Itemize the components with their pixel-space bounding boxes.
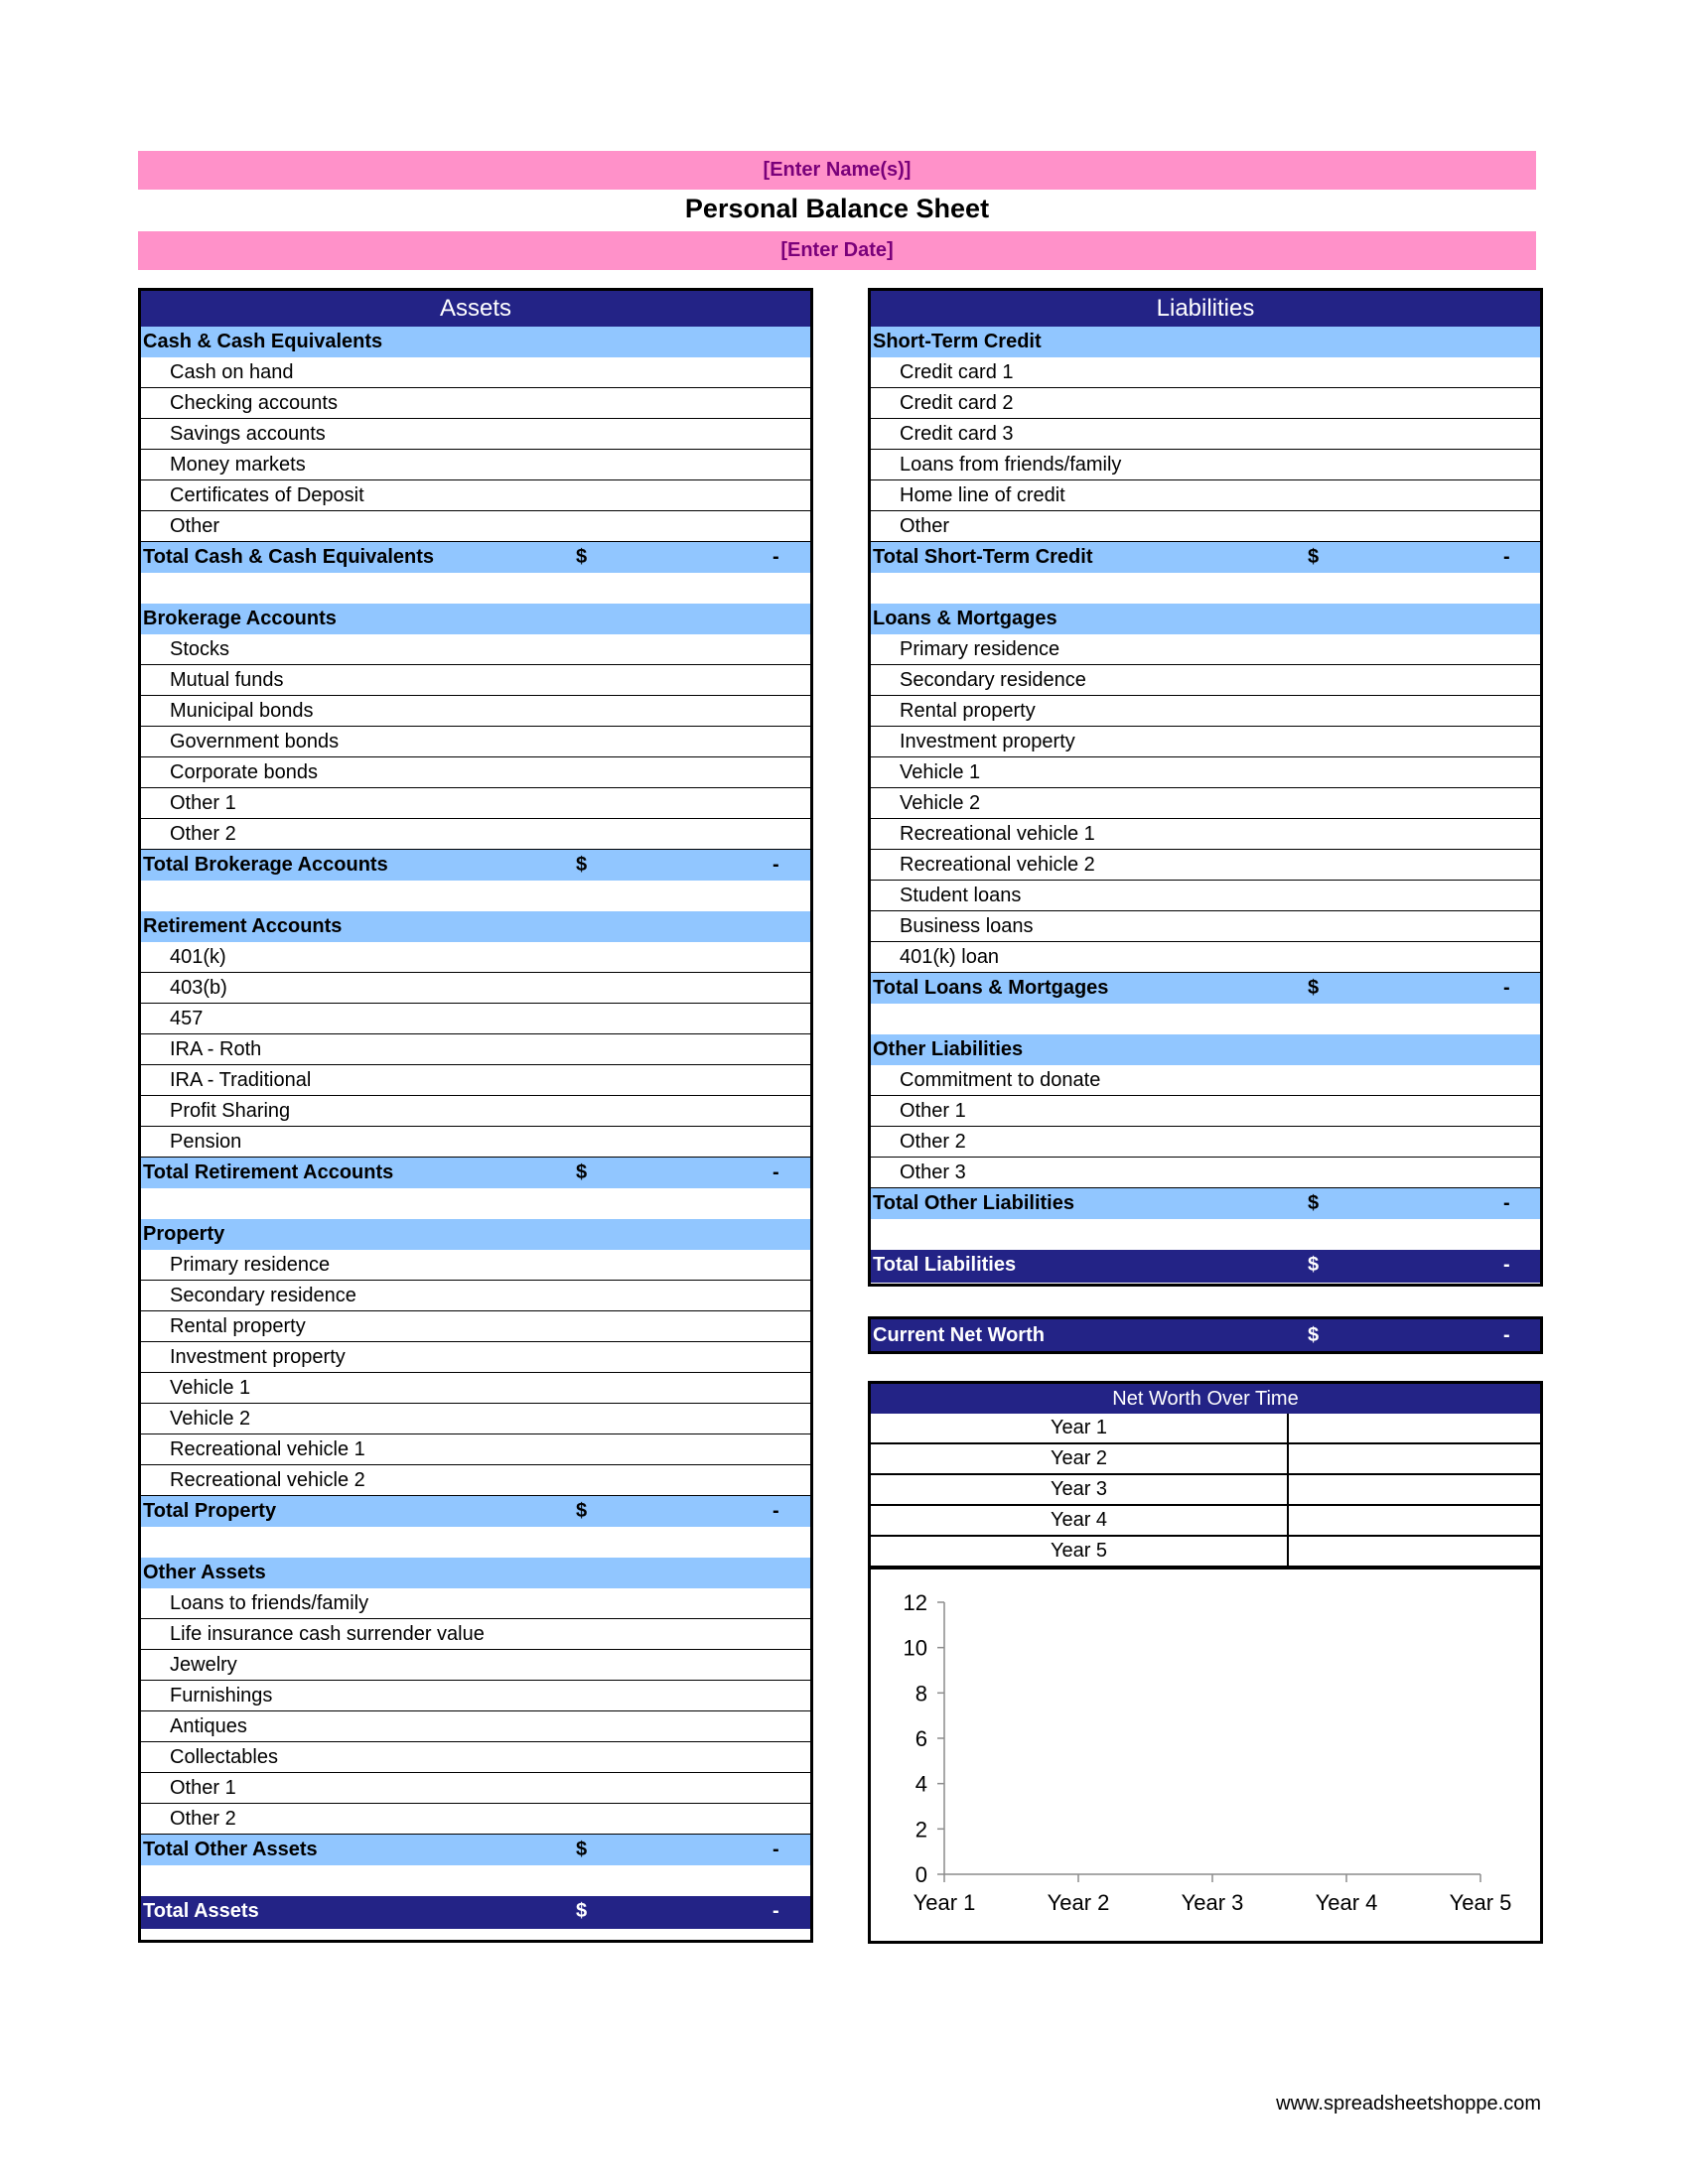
net-worth-table-row	[871, 1444, 1540, 1475]
liabilities-item-row[interactable]	[871, 480, 1540, 511]
assets-row-label: Checking accounts	[170, 392, 338, 414]
assets-item-row[interactable]	[141, 511, 810, 542]
assets-blank-row	[141, 1188, 810, 1219]
liabilities-item-row[interactable]	[871, 1065, 1540, 1096]
net-worth-over-time	[868, 1381, 1543, 1944]
assets-sec-row	[141, 911, 810, 942]
assets-row-label: IRA - Roth	[170, 1038, 262, 1060]
assets-item-row[interactable]	[141, 1773, 810, 1804]
assets-row-value[interactable]: -	[773, 1500, 779, 1522]
assets-row-label: Total Other Assets	[143, 1839, 318, 1860]
liabilities-row-label: Rental property	[900, 700, 1036, 722]
assets-row-value[interactable]: -	[773, 1839, 779, 1860]
liabilities-row-label: Other 3	[900, 1161, 966, 1183]
x-tick-label: Year 3	[1181, 1890, 1244, 1915]
assets-item-row[interactable]	[141, 357, 810, 388]
assets-item-row[interactable]	[141, 1065, 810, 1096]
liabilities-row-label: Total Short-Term Credit	[873, 546, 1093, 568]
y-tick-label: 2	[914, 1817, 927, 1843]
assets-item-row[interactable]	[141, 1465, 810, 1496]
assets-grand-row	[141, 1896, 810, 1929]
liabilities-grand-row	[871, 1250, 1540, 1283]
year-value-cell[interactable]	[1289, 1414, 1540, 1442]
assets-total-row	[141, 542, 810, 573]
assets-row-label: 457	[170, 1008, 204, 1029]
assets-item-row[interactable]	[141, 450, 810, 480]
assets-row-label: Money markets	[170, 454, 306, 476]
assets-rows	[141, 327, 810, 1929]
assets-sec-row	[141, 1558, 810, 1588]
year-label: Year 3	[871, 1475, 1289, 1504]
assets-row-currency: $	[576, 546, 588, 568]
liabilities-item-row[interactable]	[871, 911, 1540, 942]
liabilities-row-label: Loans & Mortgages	[873, 608, 1057, 629]
liabilities-item-row[interactable]	[871, 511, 1540, 542]
liabilities-sec-row	[871, 327, 1540, 357]
assets-row-label: Recreational vehicle 1	[170, 1438, 365, 1460]
assets-row-label: Investment property	[170, 1346, 346, 1368]
year-value-cell[interactable]	[1289, 1444, 1540, 1473]
assets-item-row[interactable]	[141, 1342, 810, 1373]
assets-blank-row	[141, 881, 810, 911]
assets-item-row[interactable]	[141, 1250, 810, 1281]
liabilities-row-label: Other	[900, 515, 950, 537]
x-tick-label: Year 4	[1315, 1890, 1378, 1915]
liabilities-item-row[interactable]	[871, 1158, 1540, 1188]
liabilities-row-label: Loans from friends/family	[900, 454, 1122, 476]
assets-row-label: Other 1	[170, 792, 236, 814]
liabilities-row-label: Home line of credit	[900, 484, 1065, 506]
assets-item-row[interactable]	[141, 1619, 810, 1650]
assets-row-label: Antiques	[170, 1715, 247, 1737]
assets-row-label: Vehicle 1	[170, 1377, 251, 1399]
assets-item-row[interactable]	[141, 1742, 810, 1773]
net-worth-row	[871, 1319, 1540, 1351]
assets-item-row[interactable]	[141, 1373, 810, 1404]
year-label: Year 4	[871, 1506, 1289, 1535]
assets-row-label: Furnishings	[170, 1685, 273, 1706]
assets-row-label: Other	[170, 515, 220, 537]
assets-row-label: 401(k)	[170, 946, 226, 968]
liabilities-total-row	[871, 542, 1540, 573]
liabilities-heading: Liabilities	[871, 291, 1540, 327]
liabilities-row-currency: $	[1308, 1192, 1320, 1214]
assets-row-currency: $	[576, 1900, 588, 1922]
assets-row-currency: $	[576, 1839, 588, 1860]
assets-row-label: Total Brokerage Accounts	[143, 854, 388, 876]
net-worth-table-row	[871, 1475, 1540, 1506]
name-band[interactable]: [Enter Name(s)]	[138, 151, 1536, 190]
liabilities-row-label: Commitment to donate	[900, 1069, 1101, 1091]
assets-total-row	[141, 1158, 810, 1188]
assets-row-value[interactable]: -	[773, 1900, 779, 1922]
assets-sec-row	[141, 327, 810, 357]
assets-item-row[interactable]	[141, 1804, 810, 1835]
page-title: Personal Balance Sheet	[684, 194, 990, 223]
assets-row-label: Mutual funds	[170, 669, 284, 691]
assets-item-row[interactable]	[141, 634, 810, 665]
assets-row-label: Other Assets	[143, 1562, 266, 1583]
liabilities-item-row[interactable]	[871, 1127, 1540, 1158]
assets-row-label: Life insurance cash surrender value	[170, 1623, 485, 1645]
net-worth-table-heading: Net Worth Over Time	[871, 1384, 1540, 1414]
assets-row-value[interactable]: -	[773, 1161, 779, 1183]
net-worth-table-row	[871, 1537, 1540, 1568]
assets-item-row[interactable]	[141, 1311, 810, 1342]
assets-item-row[interactable]	[141, 727, 810, 757]
assets-item-row[interactable]	[141, 1281, 810, 1311]
assets-item-row[interactable]	[141, 696, 810, 727]
assets-row-label: Other 1	[170, 1777, 236, 1799]
liabilities-row-value[interactable]: -	[1503, 546, 1510, 568]
liabilities-sec-row	[871, 604, 1540, 634]
liabilities-item-row[interactable]	[871, 419, 1540, 450]
year-label: Year 1	[871, 1414, 1289, 1442]
assets-row-label: Property	[143, 1223, 225, 1245]
assets-row-label: IRA - Traditional	[170, 1069, 312, 1091]
liabilities-item-row[interactable]	[871, 696, 1540, 727]
liabilities-row-label: Credit card 2	[900, 392, 1014, 414]
assets-row-label: Other 2	[170, 823, 236, 845]
assets-item-row[interactable]	[141, 1404, 810, 1434]
liabilities-row-label: Primary residence	[900, 638, 1060, 660]
assets-item-row[interactable]	[141, 1588, 810, 1619]
assets-blank-row	[141, 573, 810, 604]
liabilities-row-label: Vehicle 1	[900, 761, 981, 783]
assets-item-row[interactable]	[141, 480, 810, 511]
assets-row-currency: $	[576, 1161, 588, 1183]
liabilities-row-label: Business loans	[900, 915, 1034, 937]
assets-row-label: Stocks	[170, 638, 230, 660]
liabilities-total-row	[871, 1188, 1540, 1219]
liabilities-row-currency: $	[1308, 546, 1320, 568]
liabilities-row-currency: $	[1308, 1254, 1320, 1276]
liabilities-item-row[interactable]	[871, 727, 1540, 757]
net-worth-table-row	[871, 1414, 1540, 1444]
y-tick-label: 12	[903, 1590, 927, 1615]
assets-row-label: 403(b)	[170, 977, 227, 999]
liabilities-row-currency: $	[1308, 977, 1320, 999]
net-worth-chart	[871, 1570, 1540, 1938]
liabilities-row-label: 401(k) loan	[900, 946, 1000, 968]
liabilities-row-label: Recreational vehicle 2	[900, 854, 1095, 876]
assets-row-label: Other 2	[170, 1808, 236, 1830]
assets-item-row[interactable]	[141, 788, 810, 819]
liabilities-item-row[interactable]	[871, 788, 1540, 819]
liabilities-total-row	[871, 973, 1540, 1004]
y-tick-label: 4	[914, 1771, 927, 1797]
liabilities-row-label: Credit card 1	[900, 361, 1014, 383]
assets-total-row	[141, 1496, 810, 1527]
assets-item-row[interactable]	[141, 942, 810, 973]
year-label: Year 5	[871, 1537, 1289, 1566]
assets-row-label: Government bonds	[170, 731, 340, 752]
liabilities-row-label: Student loans	[900, 885, 1022, 906]
assets-row-label: Collectables	[170, 1746, 278, 1768]
y-tick-label: 0	[914, 1862, 927, 1887]
liabilities-row-label: Total Liabilities	[873, 1254, 1017, 1276]
assets-item-row[interactable]	[141, 1034, 810, 1065]
liabilities-blank-row	[871, 1219, 1540, 1250]
net-worth-label: Current Net Worth	[873, 1324, 1045, 1346]
y-tick-label: 6	[914, 1726, 927, 1751]
assets-item-row[interactable]	[141, 1650, 810, 1681]
assets-row-label: Primary residence	[170, 1254, 331, 1276]
assets-row-currency: $	[576, 854, 588, 876]
x-tick-label: Year 1	[913, 1890, 976, 1915]
assets-sec-row	[141, 604, 810, 634]
liabilities-item-row[interactable]	[871, 634, 1540, 665]
net-worth-table-row	[871, 1506, 1540, 1537]
assets-row-label: Cash & Cash Equivalents	[143, 331, 383, 352]
liabilities-item-row[interactable]	[871, 388, 1540, 419]
assets-row-label: Rental property	[170, 1315, 306, 1337]
assets-item-row[interactable]	[141, 1127, 810, 1158]
liabilities-row-label: Secondary residence	[900, 669, 1086, 691]
assets-blank-row	[141, 1527, 810, 1558]
assets-item-row[interactable]	[141, 388, 810, 419]
liabilities-rows	[871, 327, 1540, 1283]
liabilities-item-row[interactable]	[871, 757, 1540, 788]
liabilities-item-row[interactable]	[871, 1096, 1540, 1127]
assets-total-row	[141, 1835, 810, 1865]
liabilities-panel	[868, 288, 1543, 1287]
assets-row-label: Brokerage Accounts	[143, 608, 337, 629]
assets-row-label: Jewelry	[170, 1654, 237, 1676]
assets-item-row[interactable]	[141, 1711, 810, 1742]
year-value-cell[interactable]	[1289, 1537, 1540, 1566]
liabilities-row-label: Investment property	[900, 731, 1075, 752]
assets-row-currency: $	[576, 1500, 588, 1522]
x-tick-label: Year 2	[1047, 1890, 1110, 1915]
date-band[interactable]: [Enter Date]	[138, 231, 1536, 270]
liabilities-row-label: Other 2	[900, 1131, 966, 1153]
assets-item-row[interactable]	[141, 1004, 810, 1034]
assets-row-label: Certificates of Deposit	[170, 484, 364, 506]
assets-row-label: Savings accounts	[170, 423, 326, 445]
assets-item-row[interactable]	[141, 665, 810, 696]
liabilities-row-value[interactable]: -	[1503, 977, 1510, 999]
liabilities-row-label: Total Other Liabilities	[873, 1192, 1074, 1214]
liabilities-item-row[interactable]	[871, 850, 1540, 881]
year-value-cell[interactable]	[1289, 1506, 1540, 1535]
liabilities-sec-row	[871, 1034, 1540, 1065]
assets-row-label: Secondary residence	[170, 1285, 356, 1306]
liabilities-item-row[interactable]	[871, 819, 1540, 850]
assets-row-label: Total Property	[143, 1500, 277, 1522]
year-value-cell[interactable]	[1289, 1475, 1540, 1504]
liabilities-row-label: Other Liabilities	[873, 1038, 1024, 1060]
assets-item-row[interactable]	[141, 757, 810, 788]
liabilities-row-label: Short-Term Credit	[873, 331, 1042, 352]
y-tick-label: 8	[914, 1681, 927, 1706]
assets-row-label: Corporate bonds	[170, 761, 318, 783]
assets-row-label: Vehicle 2	[170, 1408, 251, 1430]
liabilities-item-row[interactable]	[871, 450, 1540, 480]
assets-row-label: Recreational vehicle 2	[170, 1469, 365, 1491]
assets-heading: Assets	[141, 291, 810, 327]
assets-total-row	[141, 850, 810, 881]
x-tick-label: Year 5	[1449, 1890, 1512, 1915]
liabilities-row-value[interactable]: -	[1503, 1254, 1510, 1276]
net-worth-value[interactable]: -	[1503, 1324, 1510, 1346]
assets-item-row[interactable]	[141, 419, 810, 450]
liabilities-blank-row	[871, 573, 1540, 604]
liabilities-item-row[interactable]	[871, 942, 1540, 973]
liabilities-item-row[interactable]	[871, 665, 1540, 696]
liabilities-row-label: Recreational vehicle 1	[900, 823, 1095, 845]
assets-row-label: Loans to friends/family	[170, 1592, 369, 1614]
assets-row-value[interactable]: -	[773, 854, 779, 876]
y-tick-label: 10	[903, 1635, 927, 1661]
liabilities-row-label: Credit card 3	[900, 423, 1014, 445]
net-worth-table	[871, 1414, 1540, 1568]
assets-row-label: Pension	[170, 1131, 242, 1153]
liabilities-item-row[interactable]	[871, 881, 1540, 911]
assets-item-row[interactable]	[141, 819, 810, 850]
assets-item-row[interactable]	[141, 973, 810, 1004]
liabilities-item-row[interactable]	[871, 357, 1540, 388]
liabilities-blank-row	[871, 1004, 1540, 1034]
assets-row-label: Cash on hand	[170, 361, 294, 383]
assets-sec-row	[141, 1219, 810, 1250]
assets-row-label: Profit Sharing	[170, 1100, 291, 1122]
liabilities-row-value[interactable]: -	[1503, 1192, 1510, 1214]
liabilities-row-label: Vehicle 2	[900, 792, 981, 814]
net-worth-currency: $	[1308, 1324, 1320, 1346]
year-label: Year 2	[871, 1444, 1289, 1473]
assets-row-label: Total Retirement Accounts	[143, 1161, 394, 1183]
assets-row-label: Retirement Accounts	[143, 915, 343, 937]
assets-item-row[interactable]	[141, 1096, 810, 1127]
assets-row-label: Municipal bonds	[170, 700, 314, 722]
footer-url[interactable]: www.spreadsheetshoppe.com	[1276, 2093, 1541, 2115]
liabilities-row-label: Total Loans & Mortgages	[873, 977, 1109, 999]
assets-item-row[interactable]	[141, 1434, 810, 1465]
assets-item-row[interactable]	[141, 1681, 810, 1711]
assets-row-value[interactable]: -	[773, 546, 779, 568]
net-worth-box	[868, 1316, 1543, 1354]
assets-blank-row	[141, 1865, 810, 1896]
assets-panel	[138, 288, 813, 1943]
assets-row-label: Total Assets	[143, 1900, 259, 1922]
assets-row-label: Total Cash & Cash Equivalents	[143, 546, 435, 568]
liabilities-row-label: Other 1	[900, 1100, 966, 1122]
